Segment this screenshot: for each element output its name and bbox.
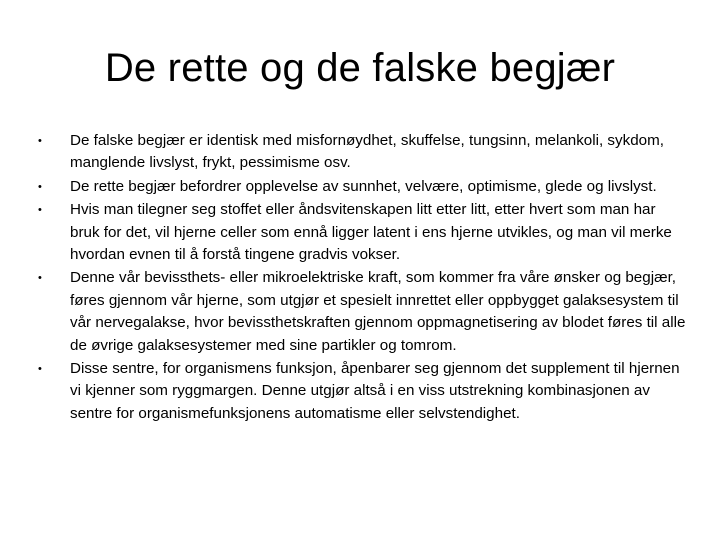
bullet-item	[36, 358, 686, 425]
bullet-text: De falske begjær er identisk med misfornøydhet, skuffelse, tungsinn, melankoli, sykdom, manglende livslyst, frykt, pessimisme osv.	[70, 132, 664, 172]
bullet-dot-icon: •	[38, 180, 42, 193]
bullet-list	[36, 130, 686, 426]
bullet-text: De rette begjær befordrer opplevelse av sunnhet, velvære, optimisme, glede og livslyst.	[70, 177, 657, 195]
bullet-item	[36, 176, 686, 198]
bullet-text: Denne vår bevissthets- eller mikroelektriske kraft, som kommer fra våre ønsker og begjær, føres gjennom vår hjerne, som utgjør et spesielt innrettet eller oppbygget galaksesystem til vår nervegalakse, hvor bevissthetskraften gjennom oppmagnetisering av blodet føres til alle de øvrige galaksesystemer med sine partikler og tomrom.	[70, 269, 686, 354]
bullet-item	[36, 267, 686, 357]
bullet-text: Hvis man tilegner seg stoffet eller åndsvitenskapen litt etter litt, etter hvert som man har bruk for det, vil hjerne celler som ennå ligger latent i ens hjerne utvikles, og man vil merke hvordan evnen til å forstå tingene gradvis vokser.	[70, 201, 672, 264]
bullet-dot-icon: •	[38, 204, 42, 217]
bullet-dot-icon: •	[38, 363, 42, 376]
bullet-item	[36, 199, 686, 266]
bullet-text: Disse sentre, for organismens funksjon, åpenbarer seg gjennom det supplement til hjernen vi kjenner som ryggmargen. Denne utgjør altså i en viss utstrekning kombinasjonen av sentre for organismefunksjonens automatisme eller selvstendighet.	[70, 360, 680, 422]
bullet-dot-icon: •	[38, 272, 42, 285]
bullet-dot-icon: •	[38, 135, 42, 147]
bullet-item	[36, 130, 686, 175]
slide-title: De rette og de falske begjær	[104, 46, 616, 90]
